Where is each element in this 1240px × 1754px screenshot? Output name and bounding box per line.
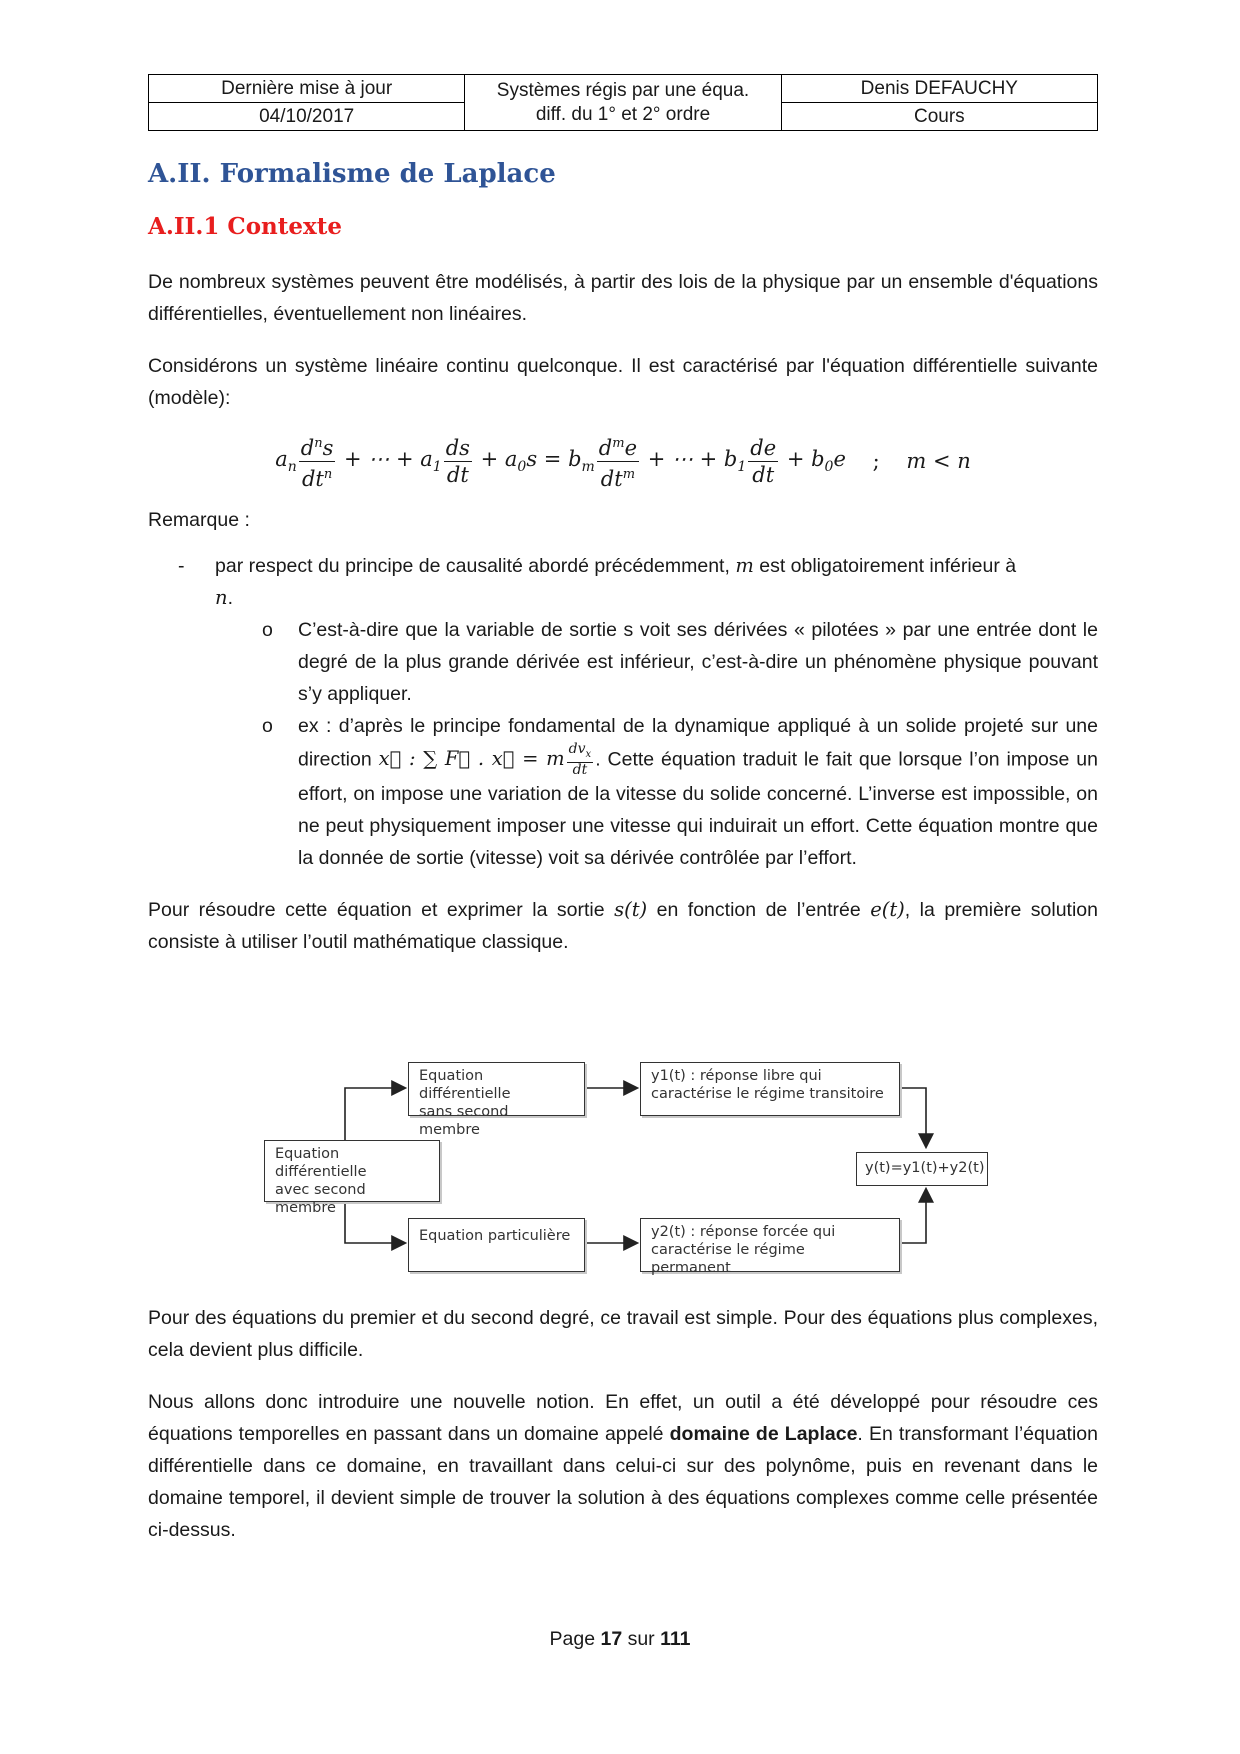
list-item: o ex : d’après le principe fondamental de la dynamique appliqué à un solide projeté sur une direction x⃗ : ∑ F⃗ . x⃗ = m $\frac{dv_x}{dt}$ . Cette équation traduit le fait que lorsque l’on impose un effort, on impose une variation de la vitesse du solide concerné. L’inverse est impossible, on ne peut physiquement imposer une vitesse qui induirait un effort. Cette équation montre que la donnée de sortie (vitesse) voit sa dérivée contrôlée par l’effort.: [262, 715, 1098, 869]
paragraph-3: Pour résoudre cette équation et exprimer la sortie s(t) en fonction de l’entrée e(t), la première solution consiste à utiliser l’outil mathématique classique.: [148, 897, 1098, 953]
paragraph-2: Considérons un système linéaire continu quelconque. Il est caractérisé par l'équation différentielle suivante (modèle):: [148, 355, 1098, 409]
page-number: 17: [600, 1628, 623, 1650]
newton-law-formula: x⃗ : ∑ F⃗ . x⃗ = m $\frac{dv_x}{dt}$: [378, 741, 592, 778]
box-ode-with-second-member: Equation différentielle avec second membre: [264, 1140, 440, 1202]
list-item: - par respect du principe de causalité abordé précédemment, m est obligatoirement inférieur à n.: [178, 554, 1017, 609]
author: Denis DEFAUCHY: [781, 75, 1097, 103]
paragraph-4: Pour des équations du premier et du second degré, ce travail est simple. Pour des équations plus complexes, cela devient plus difficile.: [148, 1307, 1098, 1361]
box-ode-without-second-member: Equation différentielle sans second membre: [408, 1062, 585, 1116]
doc-title-line2: diff. du 1° et 2° ordre: [535, 103, 711, 125]
paragraph-1: De nombreux systèmes peuvent être modélisés, à partir des lois de la physique par un ensemble d'équations différentielles, éventuellement non linéaires.: [148, 271, 1098, 325]
last-update-label: Dernière mise à jour: [149, 75, 465, 103]
box-total-response: y(t)=y1(t)+y2(t): [856, 1152, 988, 1186]
list-item: o C’est-à-dire que la variable de sortie s voit ses dérivées « pilotées » par une entrée dont le degré de la plus grande dérivée est inférieur, c’est-à-dire un phénomène physique pouvant s’y appliquer.: [262, 619, 1098, 705]
section-title: A.II. Formalisme de Laplace: [148, 159, 556, 189]
page-content: [148, 74, 1098, 958]
remark-label: Remarque :: [148, 509, 250, 531]
doc-type: Cours: [781, 103, 1097, 131]
page-footer: Page 17 sur 111: [549, 1628, 691, 1650]
doc-title-cell: [465, 75, 781, 131]
header-table: [148, 74, 1098, 131]
differential-equation: $a_n$ $\frac{d^ns}{dt^n}$ + ⋯ + $a_1$ $\frac{ds}{dt}$ + $a_0s = b_m$ $\frac{d^me}{dt^m}$ + ⋯ + $b_1$ $\frac{de}{dt}$ + $b_0e$ ; m < n: [148, 426, 1098, 496]
box-particular-equation: Equation particulière: [408, 1218, 585, 1272]
box-free-response: y1(t) : réponse libre qui caractérise le régime transitoire: [640, 1062, 900, 1116]
update-date: 04/10/2017: [149, 103, 465, 131]
subsection-title: A.II.1 Contexte: [148, 213, 342, 240]
doc-title-line1: Systèmes régis par une équa.: [496, 79, 750, 101]
page-total: 111: [660, 1628, 691, 1650]
box-forced-response: y2(t) : réponse forcée qui caractérise le régime permanent: [640, 1218, 900, 1272]
page-content-lower: [148, 1302, 1098, 1546]
paragraph-5: Nous allons donc introduire une nouvelle notion. En effet, un outil a été développé pour résoudre ces équations temporelles en passant dans un domaine appelé domaine de Laplace. En transformant l’équation différentielle dans ce domaine, en travaillant dans celui-ci sur des polynôme, puis en revenant dans le domaine temporel, il devient simple de trouver la solution à des équations complexes comme celle présentée ci-dessus.: [148, 1391, 1098, 1541]
